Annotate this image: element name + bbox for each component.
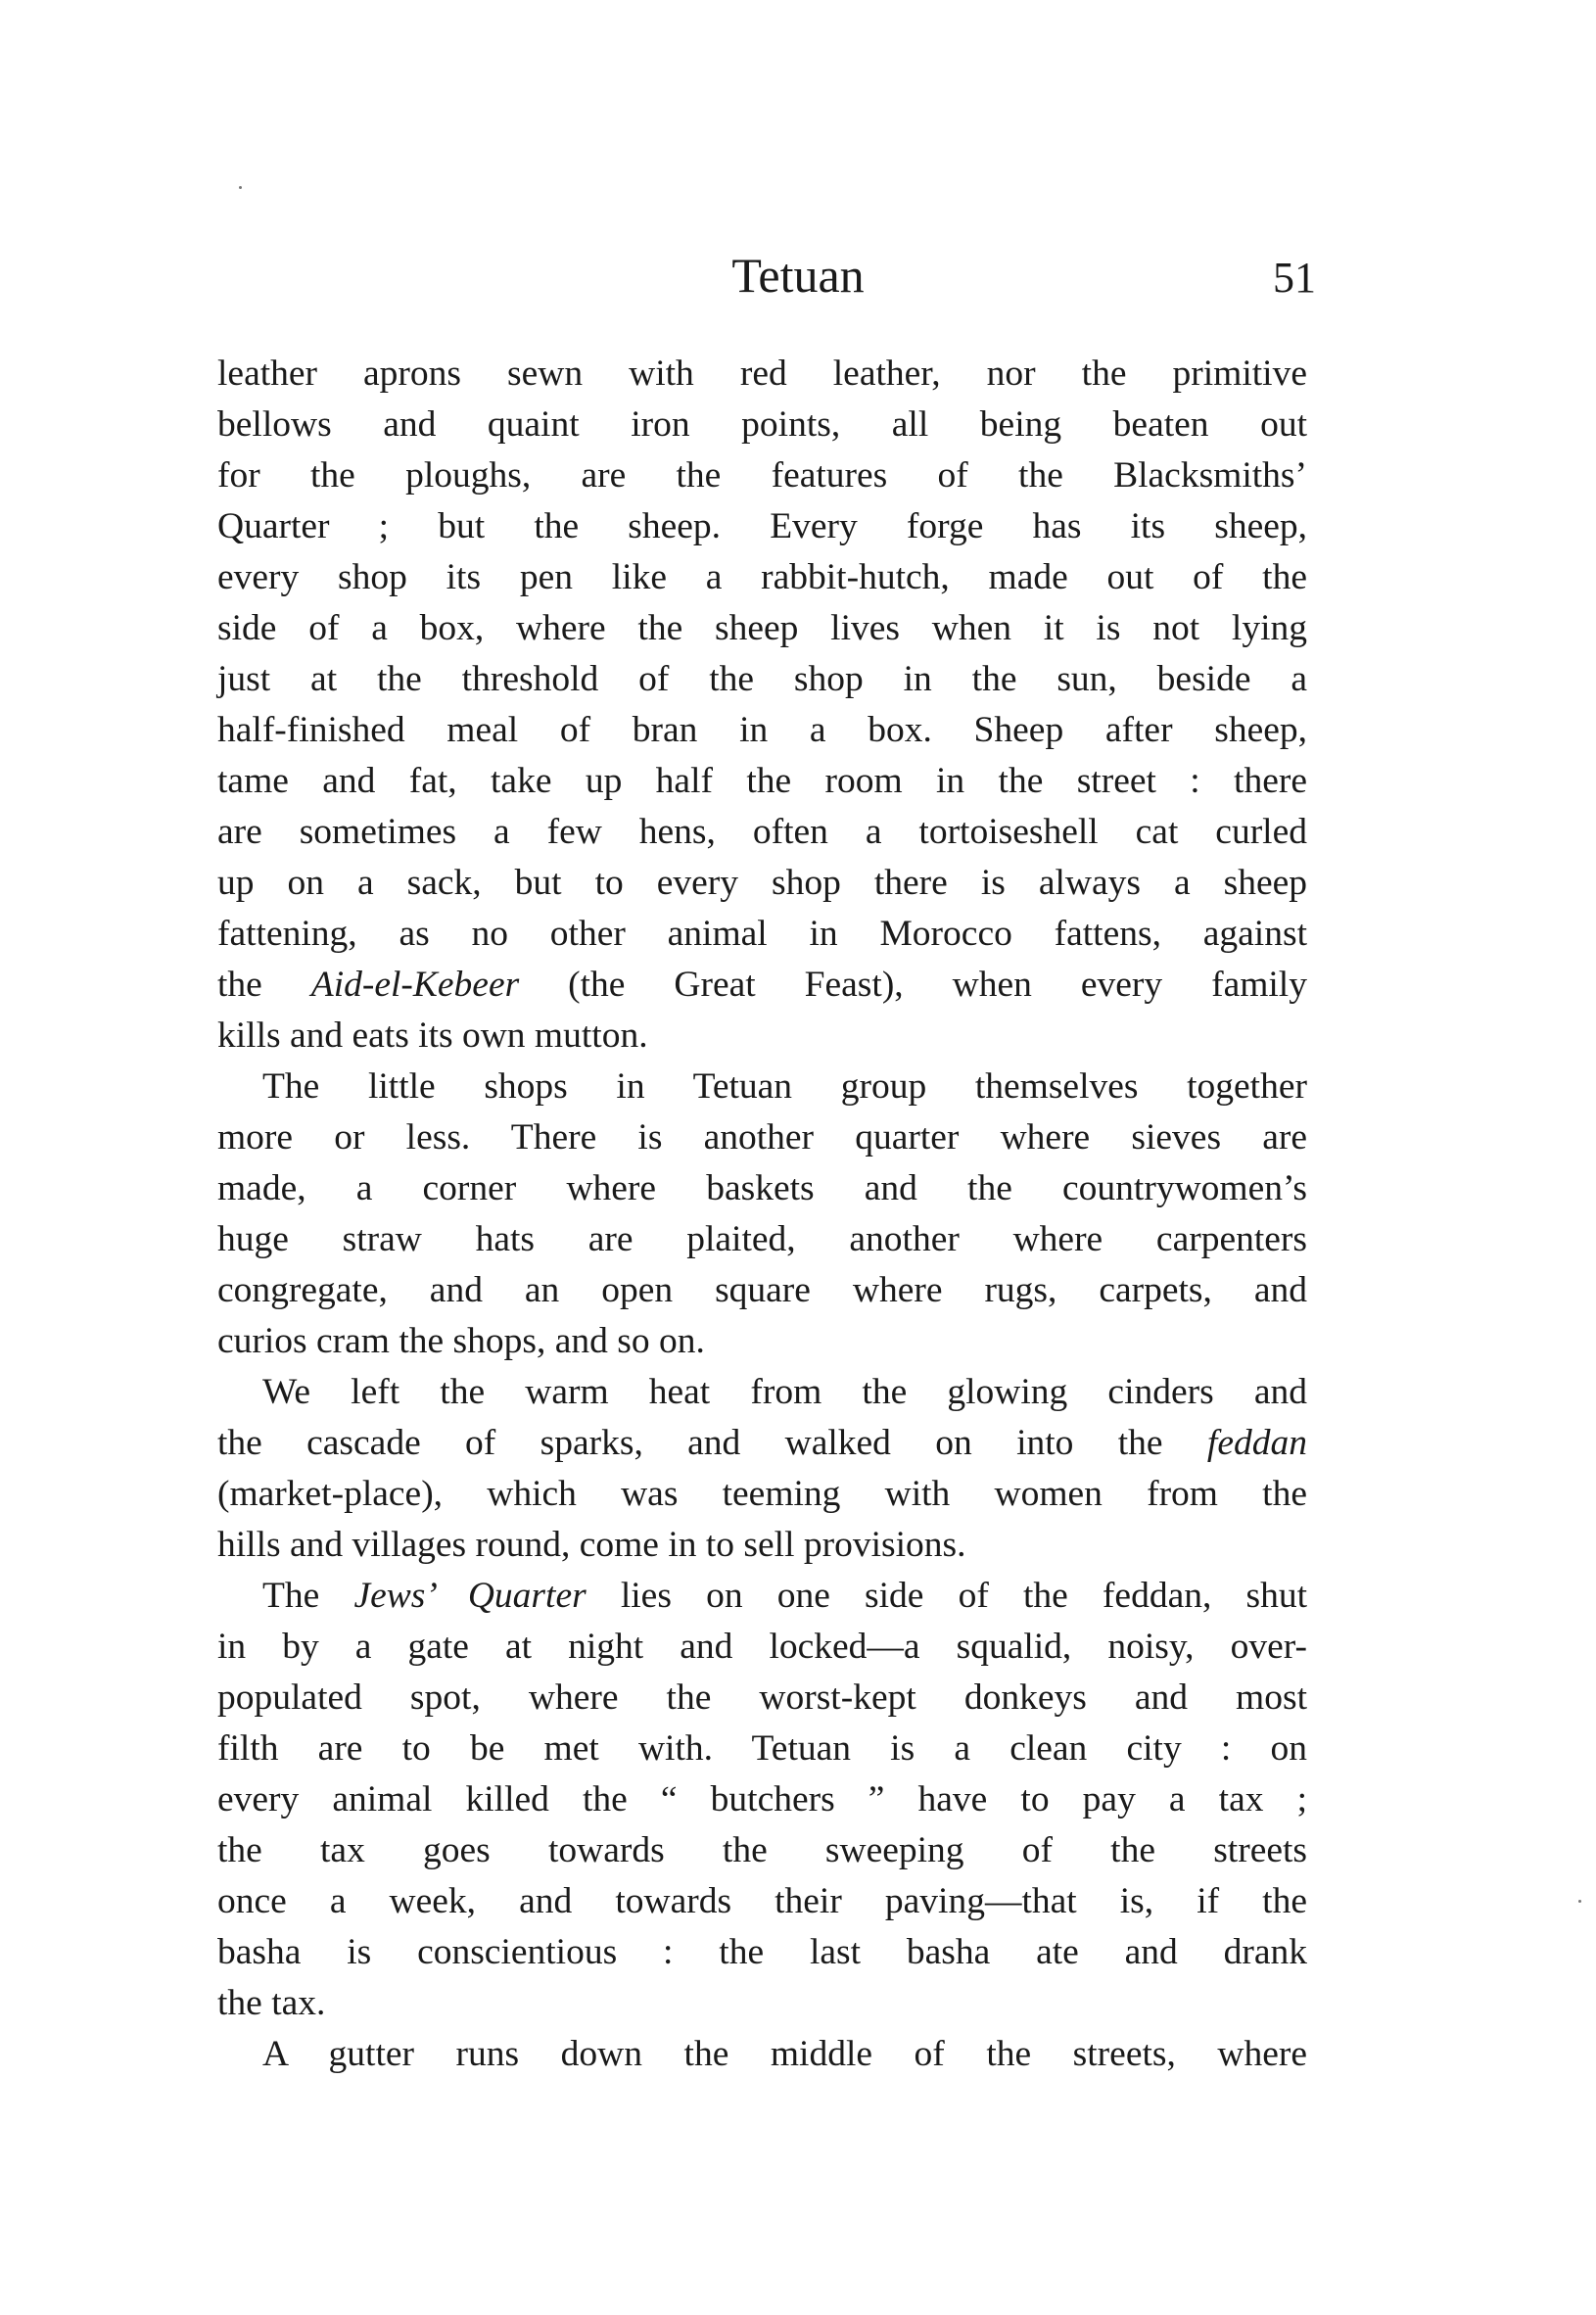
text-segment: hills and villages round, come in to sell provisions. bbox=[217, 1525, 966, 1565]
text-line bbox=[217, 1265, 1307, 1316]
text-segment: We left the warm heat from the glowing cinders and bbox=[262, 1372, 1307, 1412]
text-segment: Quarter ; but the sheep. Every forge has its sheep, bbox=[217, 506, 1307, 546]
text-segment: populated spot, where the worst-kept donkeys and most bbox=[217, 1677, 1307, 1718]
text-line bbox=[217, 1673, 1307, 1724]
text-segment: kills and eats its own mutton. bbox=[217, 1016, 648, 1056]
text-segment: more or less. There is another quarter where sieves are bbox=[217, 1117, 1307, 1158]
text-segment: congregate, and an open square where rugs, carpets, and bbox=[217, 1270, 1307, 1310]
text-line bbox=[217, 1062, 1307, 1112]
text-line bbox=[217, 400, 1307, 450]
scan-speck bbox=[1578, 1900, 1581, 1903]
text-segment: half-finished meal of bran in a box. Sheep after sheep, bbox=[217, 710, 1307, 750]
text-line bbox=[217, 1163, 1307, 1214]
running-head-title: Tetuan bbox=[731, 248, 865, 303]
text-line bbox=[217, 1978, 1307, 2029]
scan-speck bbox=[239, 186, 242, 189]
text-segment: the bbox=[217, 965, 311, 1005]
text-line bbox=[217, 1367, 1307, 1418]
text-line bbox=[217, 1927, 1307, 1978]
text-segment: up on a sack, but to every shop there is always a sheep bbox=[217, 863, 1307, 903]
text-line bbox=[217, 1622, 1307, 1673]
text-segment: every shop its pen like a rabbit-hutch, made out of the bbox=[217, 557, 1307, 597]
text-line bbox=[217, 1112, 1307, 1163]
text-segment: curios cram the shops, and so on. bbox=[217, 1321, 705, 1361]
text-segment: in by a gate at night and locked—a squalid, noisy, over- bbox=[217, 1627, 1307, 1667]
text-segment: side of a box, where the sheep lives when it is not lying bbox=[217, 608, 1307, 648]
text-line bbox=[217, 1876, 1307, 1927]
text-segment: once a week, and towards their paving—that is, if the bbox=[217, 1881, 1307, 1921]
text-line bbox=[217, 654, 1307, 705]
text-segment: bellows and quaint iron points, all being beaten out bbox=[217, 404, 1307, 445]
text-segment: fattening, as no other animal in Morocco fattens, against bbox=[217, 914, 1307, 954]
text-segment: the cascade of sparks, and walked on into the bbox=[217, 1423, 1207, 1463]
text-segment: are sometimes a few hens, often a tortoiseshell cat curled bbox=[217, 812, 1307, 852]
text-segment: the tax goes towards the sweeping of the streets bbox=[217, 1830, 1307, 1870]
text-segment: made, a corner where baskets and the countrywomen’s bbox=[217, 1168, 1307, 1208]
text-line bbox=[217, 705, 1307, 756]
text-line bbox=[217, 960, 1307, 1011]
text-line bbox=[217, 1469, 1307, 1520]
italic-text: feddan bbox=[1206, 1423, 1307, 1463]
text-segment: tame and fat, take up half the room in the street : there bbox=[217, 761, 1307, 801]
text-line bbox=[217, 1774, 1307, 1825]
text-line bbox=[217, 2029, 1307, 2080]
text-line bbox=[217, 1418, 1307, 1469]
text-line bbox=[217, 1214, 1307, 1265]
text-segment: every animal killed the “ butchers ” have to pay a tax ; bbox=[217, 1779, 1307, 1819]
text-segment: leather aprons sewn with red leather, nor the primitive bbox=[217, 354, 1307, 394]
text-segment: huge straw hats are plaited, another where carpenters bbox=[217, 1219, 1307, 1259]
text-segment: the tax. bbox=[217, 1983, 326, 2023]
text-segment: basha is conscientious : the last basha ate and drank bbox=[217, 1932, 1307, 1972]
text-line bbox=[217, 450, 1307, 501]
text-segment: for the ploughs, are the features of the Blacksmiths’ bbox=[217, 455, 1307, 496]
text-segment: filth are to be met with. Tetuan is a clean city : on bbox=[217, 1728, 1307, 1769]
text-segment: (the Great Feast), when every family bbox=[519, 965, 1307, 1005]
text-segment: The little shops in Tetuan group themselves together bbox=[262, 1066, 1307, 1107]
body-text bbox=[217, 349, 1307, 2080]
text-segment: just at the threshold of the shop in the sun, beside a bbox=[217, 659, 1307, 699]
text-segment: lies on one side of the feddan, shut bbox=[586, 1576, 1308, 1616]
text-line bbox=[217, 1011, 1307, 1062]
text-line bbox=[217, 1724, 1307, 1774]
text-line bbox=[217, 858, 1307, 909]
italic-text: Aid-el-Kebeer bbox=[310, 965, 520, 1005]
text-line bbox=[217, 756, 1307, 807]
text-line bbox=[217, 603, 1307, 654]
text-line bbox=[217, 552, 1307, 603]
text-line bbox=[217, 501, 1307, 552]
text-line bbox=[217, 909, 1307, 960]
text-segment: The bbox=[262, 1576, 354, 1616]
text-line bbox=[217, 1520, 1307, 1571]
text-segment: (market-place), which was teeming with women from the bbox=[217, 1474, 1307, 1514]
text-line bbox=[217, 807, 1307, 858]
text-line bbox=[217, 1571, 1307, 1622]
text-line bbox=[217, 349, 1307, 400]
text-line bbox=[217, 1316, 1307, 1367]
text-segment: A gutter runs down the middle of the streets, where bbox=[262, 2034, 1307, 2074]
text-line bbox=[217, 1825, 1307, 1876]
page-number: 51 bbox=[1273, 254, 1316, 302]
italic-text: Jews’ Quarter bbox=[353, 1576, 587, 1616]
